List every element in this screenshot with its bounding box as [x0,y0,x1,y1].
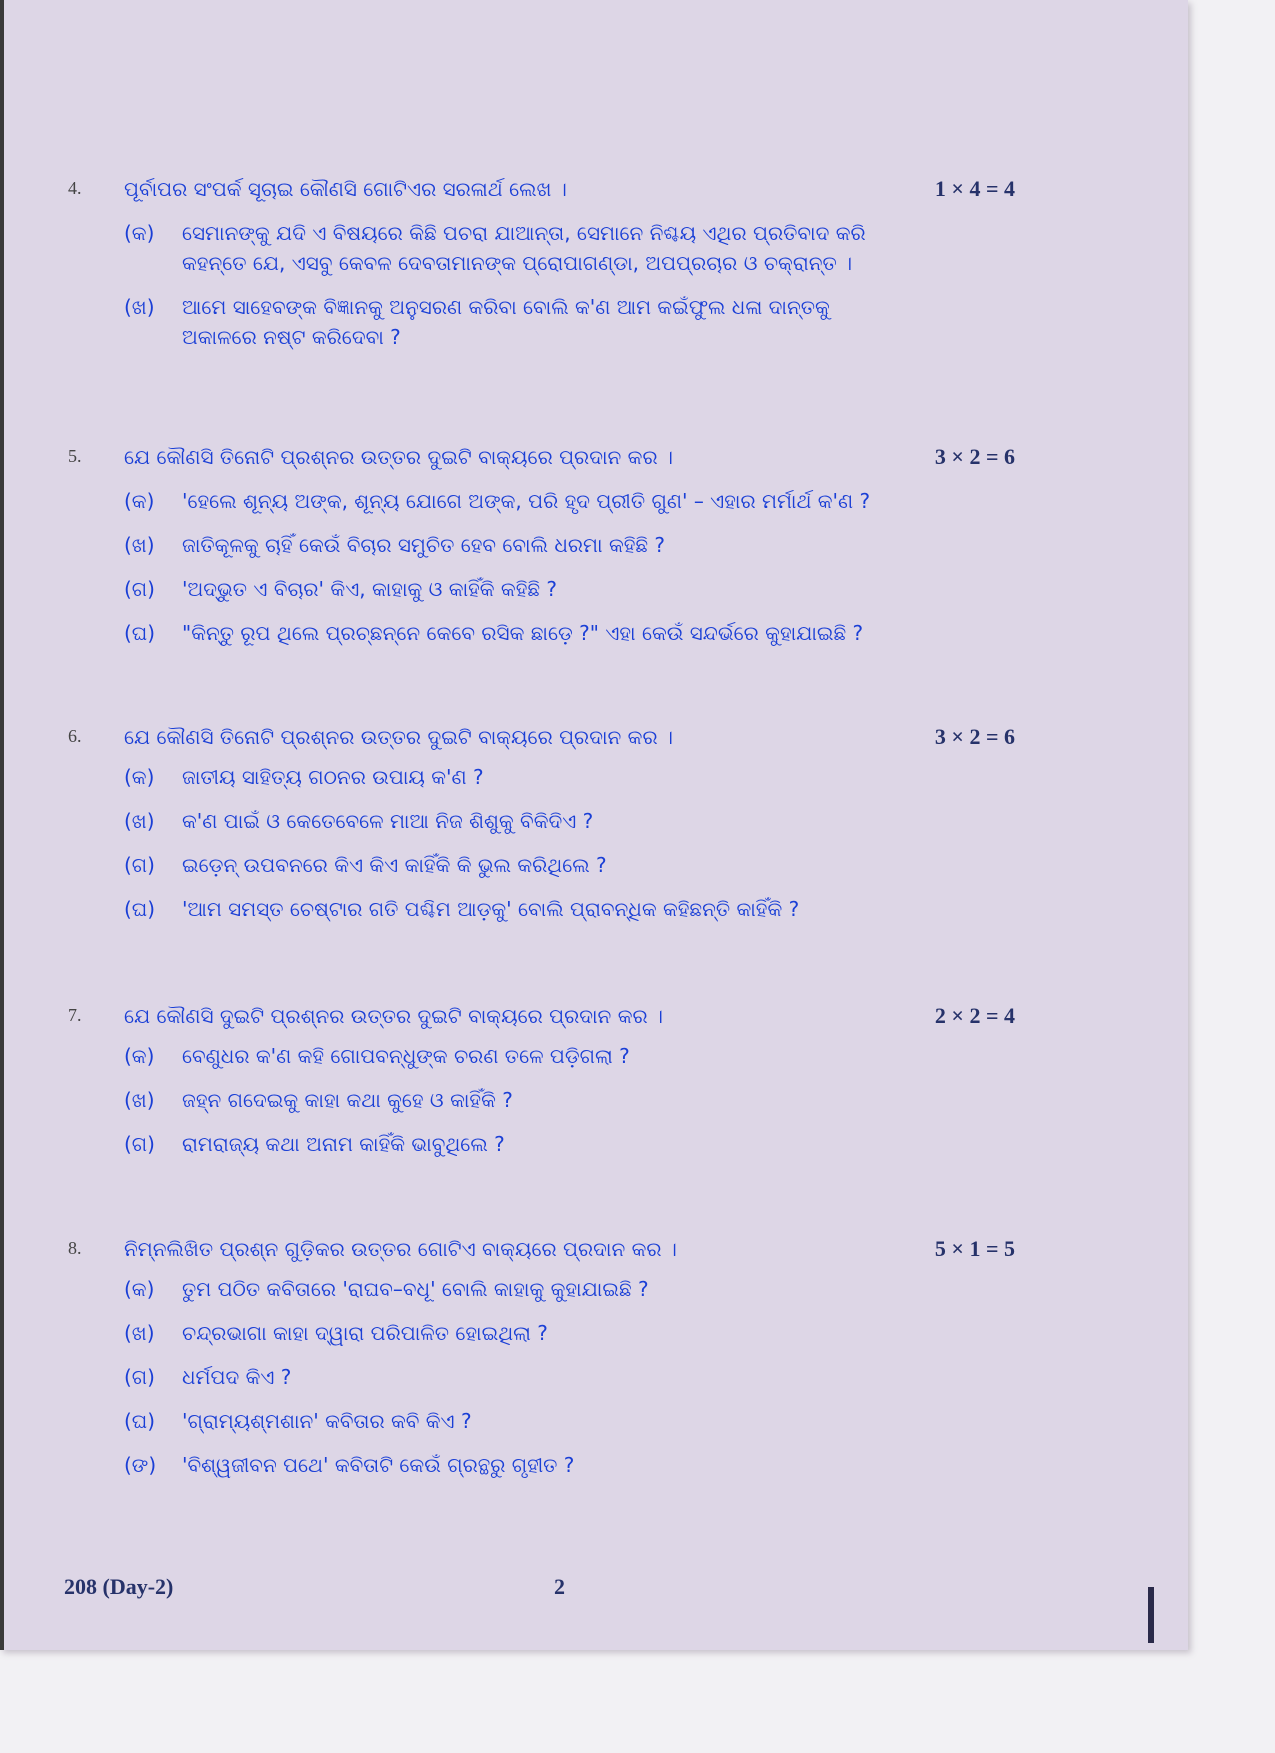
option-item [124,1085,630,1115]
option-label: (ଗ) [124,1132,155,1156]
option-text: ଆମେ ସାହେବଙ୍କ ବିଜ୍ଞାନକୁ ଅନୁସରଣ କରିବା ବୋଲି କ'ଣ ଆମ କଇଁଫୁଲ ଧଳା ଦାନ୍ତକୁ [182,295,830,319]
option-item [124,486,870,516]
option-label: (ଖ) [124,809,155,833]
option-item [124,806,799,836]
option-label: (ଘ) [124,1409,156,1433]
option-label: (ଖ) [124,533,155,557]
option-text-continued: କହନ୍ତେ ଯେ, ଏସବୁ କେବଳ ଦେବତାମାନଙ୍କ ପ୍ରୋପାଗଣ୍ଡା, ଅପପ୍ରଚାର ଓ ଚକ୍ରାନ୍ତ । [182,251,853,275]
option-label: (ଗ) [124,1365,155,1389]
option-label: (କ) [124,1277,155,1301]
option-item [124,894,799,924]
option-text: 'ବିଶ୍ୱଜୀବନ ପଥେ' କବିତାଟି କେଉଁ ଗ୍ରନ୍ଥରୁ ଗୃହୀତ ? [182,1453,575,1477]
option-text: 'ଅଦ୍‌ଭୁତ ଏ ବିଚାର' କିଏ, କାହାକୁ ଓ କାହିଁକି କହିଛି ? [182,577,558,601]
options-list [124,218,866,366]
option-label: (କ) [124,489,155,513]
option-text: "କିନ୍ତୁ ରୂପ ଥିଲେ ପ୍ରଚ୍ଛନ୍ନେ କେବେ ରସିକ ଛାଡ଼େ ?" ଏହା କେଉଁ ସନ୍ଦର୍ଭରେ କୁହାଯାଇଛି ? [182,621,864,645]
option-item [124,574,870,604]
question-number: 7. [68,1005,82,1025]
option-label: (ଖ) [124,1321,155,1345]
option-item [124,292,866,352]
option-item [124,1362,649,1392]
options-list [124,1041,630,1173]
options-list [124,486,870,662]
question-text: ପୂର୍ବାପର ସଂପର୍କ ସୂଚାଇ କୌଣସି ଗୋଟିଏର ସରଳାର୍ଥ ଲେଖ । [124,177,567,201]
option-item [124,1129,630,1159]
option-item [124,530,870,560]
question-number: 6. [68,726,82,746]
option-text: ଜାତିକୂଳକୁ ଚାହିଁ କେଉଁ ବିଚାର ସମୁଚିତ ହେବ ବୋଲି ଧରମା କହିଛି ? [182,533,666,557]
option-label: (ଗ) [124,853,155,877]
paper-code: 208 (Day-2) [64,1574,174,1599]
question-text: ଯେ କୌଣସି ଦୁଇଟି ପ୍ରଶ୍ନର ଉତ୍ତର ଦୁଇଟି ବାକ୍ୟରେ ପ୍ରଦାନ କର । [124,1004,663,1028]
option-text: ସେମାନଙ୍କୁ ଯଦି ଏ ବିଷୟରେ କିଛି ପଚରା ଯାଆନ୍ତା, ସେମାନେ ନିଶ୍ଚୟ ଏଥିର ପ୍ରତିବାଦ କରି [182,221,866,245]
question-number: 5. [68,446,82,466]
question-marks: 3 × 2 = 6 [934,724,1015,749]
option-text: ଧର୍ମପଦ କିଏ ? [182,1365,292,1389]
option-item [124,850,799,880]
option-label: (ଘ) [124,621,156,645]
question-marks: 3 × 2 = 6 [934,444,1015,469]
option-text: କ'ଣ ପାଇଁ ଓ କେତେବେଳେ ମାଆ ନିଜ ଶିଶୁକୁ ବିକିଦିଏ ? [182,809,594,833]
question-text: ଯେ କୌଣସି ତିନୋଟି ପ୍ରଶ୍ନର ଉତ୍ତର ଦୁଇଟି ବାକ୍ୟରେ ପ୍ରଦାନ କର । [124,445,673,469]
margin-mark [1148,1587,1154,1643]
option-item [124,762,799,792]
question-text: ନିମ୍ନଲିଖିତ ପ୍ରଶ୍ନ ଗୁଡ଼ିକର ଉତ୍ତର ଗୋଟିଏ ବାକ୍ୟରେ ପ୍ରଦାନ କର । [124,1237,677,1261]
option-label: (କ) [124,765,155,789]
option-label: (ଘ) [124,897,156,921]
option-item [124,618,870,648]
option-text: ଜାତୀୟ ସାହିତ୍ୟ ଗଠନର ଉପାୟ କ'ଣ ? [182,765,484,789]
page-number: 2 [554,1574,565,1599]
question-marks: 1 × 4 = 4 [934,176,1015,201]
question-text: ଯେ କୌଣସି ତିନୋଟି ପ୍ରଶ୍ନର ଉତ୍ତର ଦୁଇଟି ବାକ୍ୟରେ ପ୍ରଦାନ କର । [124,725,673,749]
option-label: (ଗ) [124,577,155,601]
options-list [124,762,799,938]
option-item [124,1274,649,1304]
option-text: ବେଣୁଧର କ'ଣ କହି ଗୋପବନ୍ଧୁଙ୍କ ଚରଣ ତଳେ ପଡ଼ିଗଲା ? [182,1044,630,1068]
option-text: 'ହେଲେ ଶୂନ୍ୟ ଅଙ୍କ, ଶୂନ୍ୟ ଯୋଗେ ଅଙ୍କ, ପରି ହୃଦ ପ୍ରୀତି ଗୁଣ' – ଏହାର ମର୍ମାର୍ଥ କ'ଣ ? [182,489,871,513]
question-marks: 2 × 2 = 4 [934,1003,1015,1028]
option-text: ଚନ୍ଦ୍ରଭାଗା କାହା ଦ୍ୱାରା ପରିପାଳିତ ହୋଇଥିଲା ? [182,1321,548,1345]
option-label: (ଖ) [124,1088,155,1112]
option-item [124,1406,649,1436]
question-marks: 5 × 1 = 5 [934,1236,1015,1261]
option-item [124,1041,630,1071]
option-text: ଇଡ଼େନ୍ ଉପବନରେ କିଏ କିଏ କାହିଁକି କି ଭୁଲ କରିଥିଲେ ? [182,853,607,877]
option-label: (କ) [124,221,155,245]
option-item [124,218,866,278]
question-number: 8. [68,1238,82,1258]
option-text: ଜହ୍ନ ଗଦେଇକୁ କାହା କଥା କୁହେ ଓ କାହିଁକି ? [182,1088,513,1112]
question-number: 4. [68,178,82,198]
option-item [124,1450,649,1480]
option-text-continued: ଅକାଳରେ ନଷ୍ଟ କରିଦେବା ? [182,325,401,349]
option-text: ରାମରାଜ୍ୟ କଥା ଅନାମ କାହିଁକି ଭାବୁଥିଲେ ? [182,1132,505,1156]
options-list [124,1274,649,1494]
option-label: (ଙ) [124,1453,157,1477]
option-label: (କ) [124,1044,155,1068]
option-text: 'ଗ୍ରାମ୍ୟଶ୍ମଶାନ' କବିତାର କବି କିଏ ? [182,1409,472,1433]
option-label: (ଖ) [124,295,155,319]
option-text: 'ଆମ ସମସ୍ତ ଚେଷ୍ଟାର ଗତି ପଶ୍ଚିମ ଆଡ଼କୁ' ବୋଲି ପ୍ରାବନ୍ଧିକ କହିଛନ୍ତି କାହିଁକି ? [182,897,800,921]
option-item [124,1318,649,1348]
option-text: ତୁମ ପଠିତ କବିତାରେ 'ରାଘବ–ବଧୂ' ବୋଲି କାହାକୁ କୁହାଯାଇଛି ? [182,1277,649,1301]
